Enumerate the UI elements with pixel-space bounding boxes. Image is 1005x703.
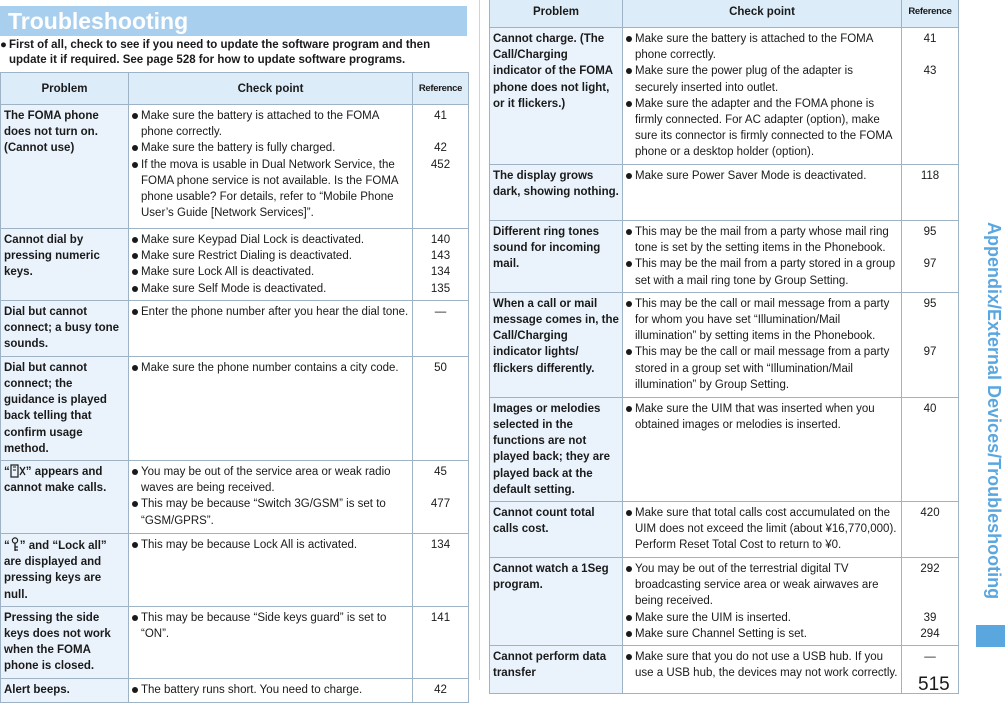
reference-page: 95	[923, 226, 937, 238]
reference-cell	[902, 558, 959, 646]
problem-text: The display grows dark, showing nothing.	[493, 170, 619, 199]
reference-page: 294	[920, 627, 940, 640]
problem-cell	[1, 229, 129, 301]
check-point-column-header: Check point	[623, 0, 902, 28]
reference-page: 41	[923, 33, 937, 45]
problem-text: Different ring tones sound for incoming mail.	[493, 226, 601, 271]
reference-page: —	[434, 305, 447, 318]
problem-cell	[490, 397, 623, 501]
table-row	[1, 461, 469, 534]
table-row	[490, 221, 959, 293]
problem-text: ” appears and cannot make calls.	[4, 466, 107, 495]
check-point-cell	[129, 300, 413, 356]
check-point-cell	[129, 678, 413, 702]
problem-text: Pressing the side keys does not work when the FOMA phone is closed.	[4, 611, 111, 673]
reference-page: 40	[923, 402, 937, 415]
check-point-item: This may be the call or mail message from a party for whom you have set “Illumination/Mail illumination” by setting items in the Phonebook.	[626, 296, 898, 345]
reference-page: —	[924, 651, 936, 664]
check-point-item: Make sure the power plug of the adapter is securely inserted into outlet.	[626, 63, 898, 95]
table-row	[1, 105, 469, 229]
check-point-cell	[623, 558, 902, 646]
problem-cell	[1, 105, 129, 229]
reference-column-header: Reference	[902, 0, 959, 28]
check-point-item: This may be because “Side keys guard” is set to “ON”.	[132, 610, 409, 642]
check-point-item: This may be because “Switch 3G/GSM” is set to “GSM/GPRS”.	[132, 496, 409, 528]
reference-page	[905, 577, 955, 593]
column-divider	[479, 0, 480, 680]
reference-page: 134	[430, 539, 451, 552]
table-row	[490, 502, 959, 558]
check-point-item: Make sure Self Mode is deactivated.	[132, 281, 409, 297]
reference-page: 452	[430, 158, 451, 171]
reference-page: 97	[923, 258, 937, 271]
problem-text: Cannot watch a 1Seg program.	[493, 563, 609, 592]
check-point-cell	[129, 606, 413, 678]
check-point-cell	[623, 221, 902, 293]
problem-text: Cannot count total calls cost.	[493, 507, 595, 536]
table-row	[490, 646, 959, 694]
reference-cell	[902, 502, 959, 558]
reference-page	[905, 312, 955, 328]
reference-page	[905, 593, 955, 609]
table-row	[490, 292, 959, 397]
check-point-item: Make sure the battery is fully charged.	[132, 140, 409, 156]
problem-cell	[490, 502, 623, 558]
check-point-item: You may be out of the service area or weak radio waves are being received.	[132, 464, 409, 496]
right-troubleshooting-table	[489, 0, 959, 694]
reference-cell	[413, 356, 469, 460]
check-point-item: Make sure the UIM that was inserted when you obtained images or melodies is inserted.	[626, 401, 898, 433]
table-row	[1, 356, 469, 460]
table-header-row	[490, 0, 959, 28]
check-point-cell	[623, 397, 902, 501]
check-point-item: This may be the call or mail message from a party stored in a group set with “Illumination/Mail illumination” by Group Setting.	[626, 344, 898, 393]
check-point-cell	[623, 646, 902, 694]
table-row	[490, 28, 959, 165]
intro-note	[0, 38, 470, 68]
check-point-cell	[129, 356, 413, 460]
check-point-cell	[623, 502, 902, 558]
antenna-out-of-service-icon	[10, 466, 26, 478]
left-troubleshooting-table	[0, 72, 469, 703]
reference-cell	[902, 397, 959, 501]
reference-page	[905, 328, 955, 344]
section-tab-marker	[976, 625, 1005, 647]
reference-page: 39	[923, 611, 937, 624]
reference-cell	[413, 229, 469, 301]
check-point-item: Make sure that you do not use a USB hub. If you use a USB hub, the devices may not work correctly.	[626, 649, 898, 681]
reference-page: 118	[920, 170, 940, 182]
problem-text: Images or melodies selected in the functions are not played back; they are played back at the default setting.	[493, 402, 610, 496]
section-side-label: Appendix/External Devices/Troubleshooting	[984, 222, 1004, 600]
reference-page	[905, 240, 955, 256]
problem-cell	[490, 221, 623, 293]
bullet-icon: ●	[0, 39, 7, 51]
table-row	[1, 229, 469, 301]
reference-page: 43	[923, 65, 937, 78]
reference-page: 41	[434, 110, 447, 122]
key-lock-icon	[10, 540, 20, 552]
reference-cell	[902, 28, 959, 165]
reference-page: 134	[430, 266, 451, 279]
reference-page: 97	[923, 346, 937, 359]
problem-cell	[490, 165, 623, 221]
check-point-item: Make sure Restrict Dialing is deactivated.	[132, 248, 409, 264]
problem-cell	[1, 300, 129, 356]
check-point-item: Make sure that total calls cost accumulated on the UIM does not exceed the limit (about ¥16,770,000). Perform Reset Total Cost to return to ¥0.	[626, 505, 898, 554]
check-point-item: You may be out of the terrestrial digital TV broadcasting service area or weak airwaves are being received.	[626, 561, 898, 610]
table-row	[490, 397, 959, 501]
reference-page	[416, 124, 465, 140]
problem-text: Cannot dial by pressing numeric keys.	[4, 234, 100, 279]
check-point-item: Make sure the UIM is inserted.	[626, 610, 898, 626]
problem-text: Cannot charge. (The Call/Charging indicator of the FOMA phone does not light, or it flickers.)	[493, 33, 613, 110]
reference-cell	[413, 300, 469, 356]
reference-page: 143	[430, 250, 451, 263]
problem-cell	[1, 534, 129, 607]
reference-page: 477	[430, 498, 451, 511]
reference-page: 135	[430, 282, 451, 295]
check-point-item: This may be the mail from a party stored in a group set with a mail ring tone by Group Setting.	[626, 256, 898, 288]
reference-cell	[902, 292, 959, 397]
check-point-item: Make sure the phone number contains a city code.	[132, 360, 409, 376]
problem-cell	[490, 28, 623, 165]
check-point-cell	[623, 28, 902, 165]
check-point-item: Make sure the adapter and the FOMA phone is firmly connected. For AC adapter (option), make sure its connector is firmly connected to the FOMA phone or a desktop holder (option).	[626, 96, 898, 161]
reference-page: 420	[920, 507, 940, 520]
intro-line-2: update it if required. See page 528 for how to update software programs.	[9, 54, 406, 66]
problem-text: Cannot perform data transfer	[493, 651, 607, 680]
table-row	[490, 558, 959, 646]
reference-cell	[413, 606, 469, 678]
check-point-cell	[129, 105, 413, 229]
check-point-cell	[129, 534, 413, 607]
intro-line-1: First of all, check to see if you need to update the software program and then	[9, 39, 431, 51]
problem-text: ” and “Lock all” are displayed and pressing keys are null.	[4, 540, 107, 601]
check-point-item: Make sure Channel Setting is set.	[626, 626, 898, 642]
check-point-item: Make sure the battery is attached to the FOMA phone correctly.	[626, 31, 898, 63]
reference-page: 95	[923, 297, 937, 310]
check-point-item: Make sure Lock All is deactivated.	[132, 264, 409, 280]
check-point-item: The battery runs short. You need to charge.	[132, 682, 409, 698]
page-title: Troubleshooting	[0, 6, 467, 36]
table-row	[1, 678, 469, 702]
reference-page: 45	[434, 466, 447, 479]
check-point-cell	[623, 165, 902, 221]
check-point-item: This may be because Lock All is activated.	[132, 537, 409, 553]
reference-cell	[413, 678, 469, 702]
table-row	[490, 165, 959, 221]
reference-cell	[413, 534, 469, 607]
check-point-item: Make sure the battery is attached to the FOMA phone correctly.	[132, 108, 409, 140]
table-row	[1, 300, 469, 356]
reference-page: 292	[920, 563, 940, 576]
problem-text: When a call or mail message comes in, the Call/Charging indicator lights/ flickers differently.	[493, 297, 619, 375]
check-point-item: Make sure Power Saver Mode is deactivated.	[626, 168, 898, 184]
reference-cell	[902, 165, 959, 221]
check-point-item: Enter the phone number after you hear the dial tone.	[132, 304, 409, 320]
table-row	[1, 534, 469, 607]
reference-page	[905, 47, 955, 63]
problem-quote: “	[4, 466, 10, 479]
problem-cell	[1, 678, 129, 702]
problem-text: Alert beeps.	[4, 683, 70, 696]
check-point-item: Make sure Keypad Dial Lock is deactivated.	[132, 232, 409, 248]
reference-cell	[413, 461, 469, 534]
problem-text: Dial but cannot connect; a busy tone sounds.	[4, 305, 120, 351]
problem-quote: “	[4, 540, 10, 553]
reference-page: 42	[434, 142, 447, 155]
check-point-column-header: Check point	[129, 73, 413, 105]
reference-cell	[413, 105, 469, 229]
problem-text: The FOMA phone does not turn on. (Cannot use)	[4, 110, 99, 155]
reference-page: 141	[430, 611, 451, 624]
reference-page: 42	[434, 683, 447, 696]
problem-column-header: Problem	[1, 73, 129, 105]
problem-text: Dial but cannot connect; the guidance is played back telling that confirm usage method.	[4, 361, 107, 455]
table-row	[1, 606, 469, 678]
reference-cell	[902, 221, 959, 293]
table-header-row	[1, 73, 469, 105]
check-point-cell	[129, 461, 413, 534]
check-point-cell	[623, 292, 902, 397]
problem-cell	[490, 646, 623, 694]
problem-cell	[1, 461, 129, 534]
check-point-item: If the mova is usable in Dual Network Service, the FOMA phone service is not available. Is the FOMA phone usable? For details, refer to “Mobile Phone User’s Guide [Network Services]”.	[132, 157, 409, 222]
reference-column-header: Reference	[413, 73, 469, 105]
reference-page: 140	[430, 234, 451, 246]
check-point-item: This may be the mail from a party whose mail ring tone is set by the setting items in the Phonebook.	[626, 224, 898, 256]
problem-cell	[1, 356, 129, 460]
problem-cell	[1, 606, 129, 678]
reference-page	[416, 480, 465, 496]
check-point-cell	[129, 229, 413, 301]
reference-page: 50	[434, 361, 447, 374]
problem-cell	[490, 292, 623, 397]
problem-column-header: Problem	[490, 0, 623, 28]
page-number: 515	[918, 674, 950, 695]
problem-cell	[490, 558, 623, 646]
